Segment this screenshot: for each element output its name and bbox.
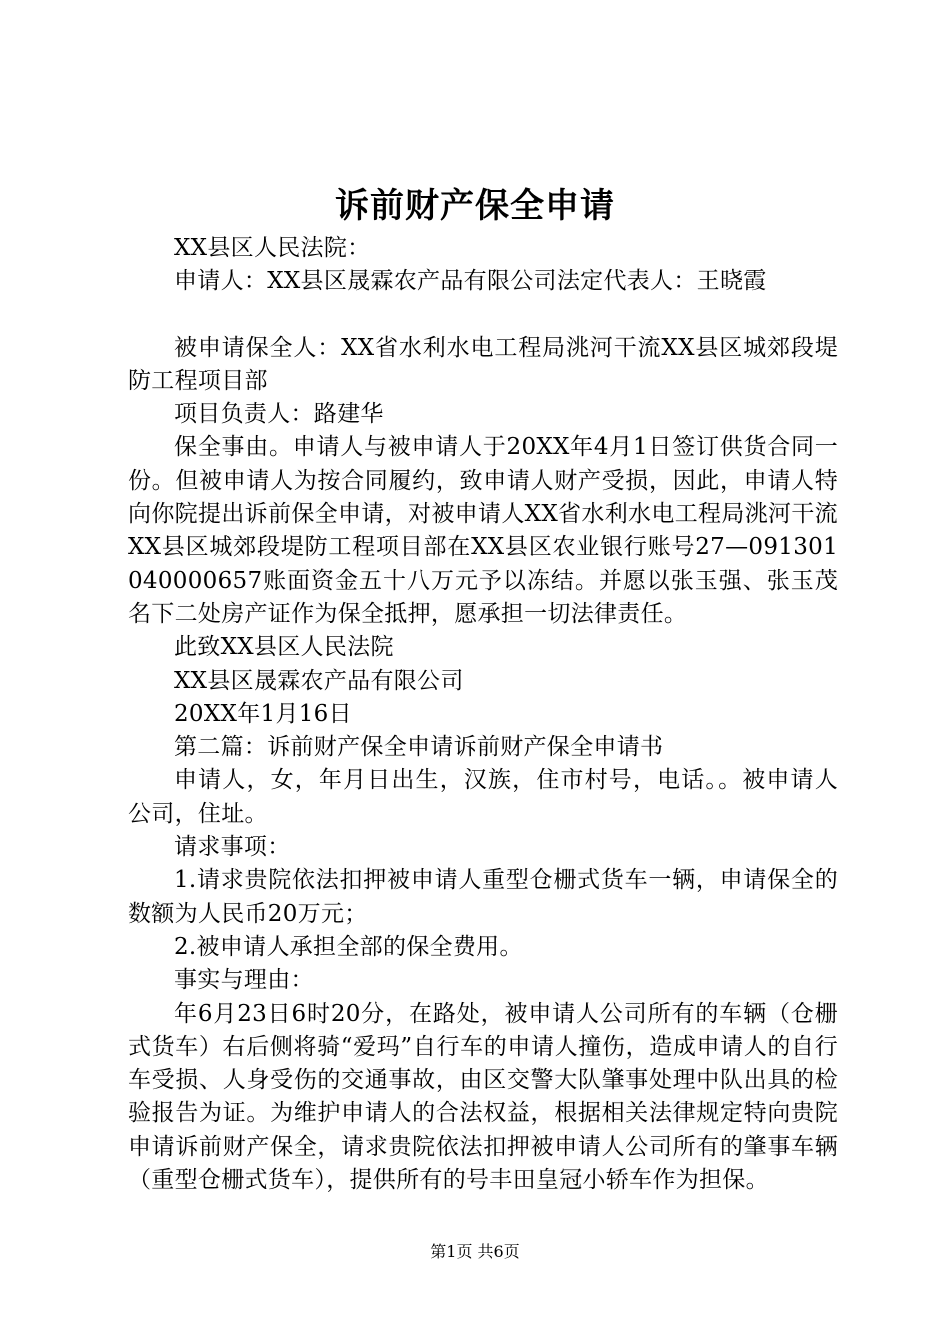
paragraph-applicant: 申请人：XX县区晟霖农产品有限公司法定代表人：王晓霞 (174, 268, 767, 295)
paragraph-date: 20XX年1月16日 (174, 700, 352, 727)
paragraph-reason: 保全事由。申请人与被申请人于20XX年4月1日签订供货合同一份。但被申请人为按合同履约，致申请人财产受损，因此，申请人特向你院提出诉前保全申请，对被申请人XX省水利水电工程局洮河干流XX县区城郊段堤防工程项目部在XX县区农业银行账号27—091301040000657账面资金五十八万元予以冻结。并愿以张玉强、张玉茂名下二处房产证作为保全抵押，愿承担一切法律责任。 (128, 434, 838, 627)
paragraph-closing: 此致XX县区人民法院 (174, 634, 394, 661)
paragraph-respondent: 被申请保全人：XX省水利水电工程局洮河干流XX县区城郊段堤防工程项目部 (128, 334, 838, 394)
paragraph-request-1: 1.请求贵院依法扣押被申请人重型仓栅式货车一辆，申请保全的数额为人民币20万元； (128, 867, 838, 927)
paragraph-signature: XX县区晟霖农产品有限公司 (174, 667, 464, 694)
paragraph-applicant-info: 申请人，女，年月日出生，汉族，住市村号，电话。。被申请人公司，住址。 (128, 767, 838, 827)
paragraph-request-2: 2.被申请人承担全部的保全费用。 (174, 933, 523, 960)
paragraph-facts-heading: 事实与理由： (174, 967, 314, 994)
page-number-footer: 第1页 共6页 (430, 1242, 520, 1261)
paragraph-section-two-heading: 第二篇：诉前财产保全申请诉前财产保全申请书 (174, 734, 664, 761)
document-body (128, 232, 838, 1197)
paragraph-requests-heading: 请求事项： (174, 834, 291, 861)
paragraph-addressee: XX县区人民法院： (174, 235, 371, 261)
paragraph-project-lead: 项目负责人：路建华 (174, 401, 384, 428)
paragraph-facts: 年6月23日6时20分，在路处，被申请人公司所有的车辆（仓栅式货车）右后侧将骑“爱玛”自行车的申请人撞伤，造成申请人的自行车受损、人身受伤的交通事故，由区交警大队肇事处理中队出具的检验报告为证。为维护申请人的合法权益，根据相关法律规定特向贵院申请诉前财产保全，请求贵院依法扣押被申请人公司所有的肇事车辆（重型仓栅式货车），提供所有的号丰田皇冠小轿车作为担保。 (128, 1000, 838, 1194)
document-title: 诉前财产保全申请 (335, 186, 615, 226)
